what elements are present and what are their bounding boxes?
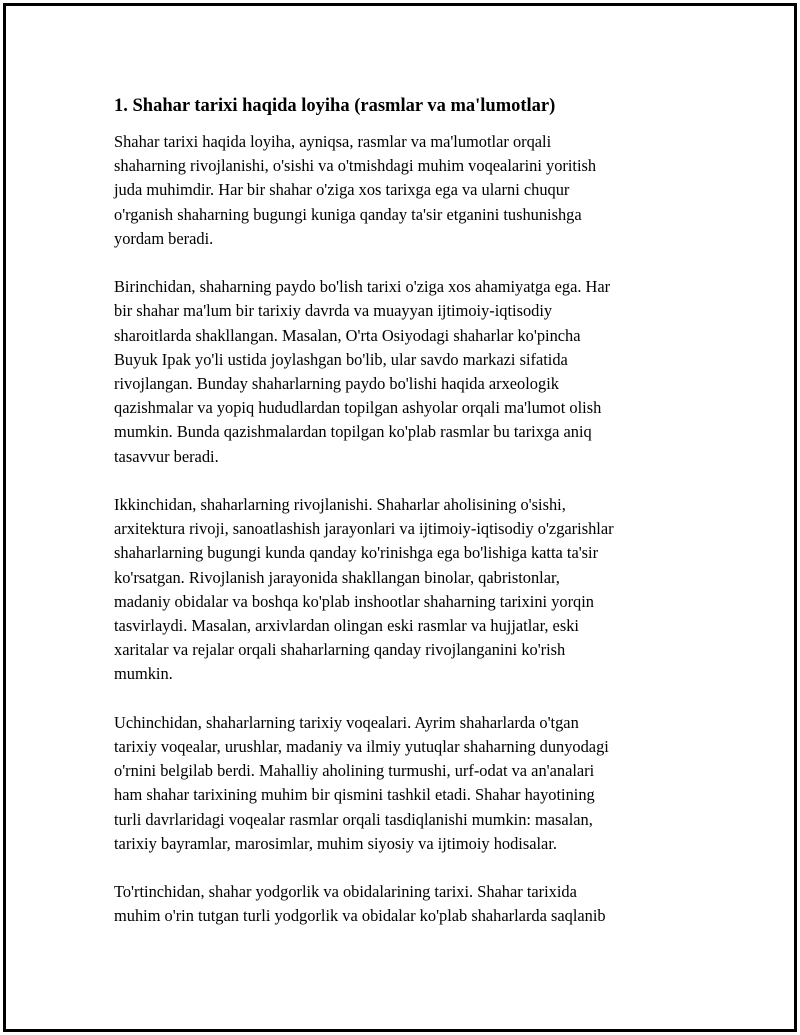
paragraph-third: [114, 711, 674, 856]
paragraph-second: [114, 493, 674, 687]
text-line: o'rganish shaharning bugungi kuniga qanday ta'sir etganini tushunishga: [114, 204, 582, 224]
paragraph-intro: [114, 130, 674, 251]
text-line: Ikkinchidan, shaharlarning rivojlanishi. Shaharlar aholisining o'sishi,: [114, 495, 566, 515]
text-line: xaritalar va rejalar orqali shaharlarning qanday rivojlanganini ko'rish: [114, 640, 566, 660]
text-line: Uchinchidan, shaharlarning tarixiy voqealari. Ayrim shaharlarda o'tgan: [114, 712, 579, 732]
text-line: shaharlarning bugungi kunda qanday ko'rinishga ega bo'lishiga katta ta'sir: [114, 543, 599, 563]
document-body: [114, 94, 674, 953]
text-line: madaniy obidalar va boshqa ko'plab inshootlar shaharning tarixini yorqin: [114, 591, 594, 611]
text-line: sharoitlarda shakllangan. Masalan, O'rta Osiyodagi shaharlar ko'pincha: [114, 325, 581, 345]
text-line: bir shahar ma'lum bir tarixiy davrda va muayyan ijtimoiy-iqtisodiy: [114, 301, 553, 321]
text-line: ham shahar tarixining muhim bir qismini tashkil etadi. Shahar hayotining: [114, 785, 595, 805]
text-line: Birinchidan, shaharning paydo bo'lish tarixi o'ziga xos ahamiyatga ega. Har: [114, 277, 611, 297]
text-line: Shahar tarixi haqida loyiha, ayniqsa, rasmlar va ma'lumotlar orqali: [114, 132, 552, 151]
text-line: tarixiy bayramlar, marosimlar, muhim siyosiy va ijtimoiy hodisalar.: [114, 833, 557, 853]
text-line: qazishmalar va yopiq hududlardan topilgan ashyolar orqali ma'lumot olish: [114, 398, 602, 418]
text-line: turli davrlaridagi voqealar rasmlar orqali tasdiqlanishi mumkin: masalan,: [114, 809, 593, 829]
text-line: shaharning rivojlanishi, o'sishi va o'tmishdagi muhim voqealarini yoritish: [114, 156, 597, 176]
text-line: To'rtinchidan, shahar yodgorlik va obidalarining tarixi. Shahar tarixida: [114, 882, 577, 902]
text-line: tarixiy voqealar, urushlar, madaniy va ilmiy yutuqlar shaharning dunyodagi: [114, 737, 609, 757]
text-line: ko'rsatgan. Rivojlanish jarayonida shakllangan binolar, qabristonlar,: [114, 567, 560, 587]
text-line: juda muhimdir. Har bir shahar o'ziga xos tarixga ega va ularni chuqur: [114, 180, 570, 200]
paragraph-fourth: [114, 880, 674, 928]
paragraph-first: [114, 275, 674, 469]
text-line: rivojlangan. Bunday shaharlarning paydo bo'lishi haqida arxeologik: [114, 374, 559, 394]
text-line: mumkin. Bunda qazishmalardan topilgan ko'plab rasmlar bu tarixga aniq: [114, 422, 592, 442]
text-line: tasavvur beradi.: [114, 446, 219, 466]
text-line: o'rnini belgilab berdi. Mahalliy aholining turmushi, urf-odat va an'analari: [114, 761, 595, 781]
text-line: yordam beradi.: [114, 228, 214, 248]
text-line: tasvirlaydi. Masalan, arxivlardan olingan eski rasmlar va hujjatlar, eski: [114, 616, 579, 636]
text-line: muhim o'rin tutgan turli yodgorlik va obidalar ko'plab shaharlarda saqlanib: [114, 906, 606, 926]
text-line: arxitektura rivoji, sanoatlashish jarayonlari va ijtimoiy-iqtisodiy o'zgarishlar: [114, 519, 614, 539]
section-heading: 1. Shahar tarixi haqida loyiha (rasmlar va ma'lumotlar): [114, 96, 556, 116]
text-line: Buyuk Ipak yo'li ustida joylashgan bo'lib, ular savdo markazi sifatida: [114, 349, 568, 369]
text-line: mumkin.: [114, 664, 173, 684]
